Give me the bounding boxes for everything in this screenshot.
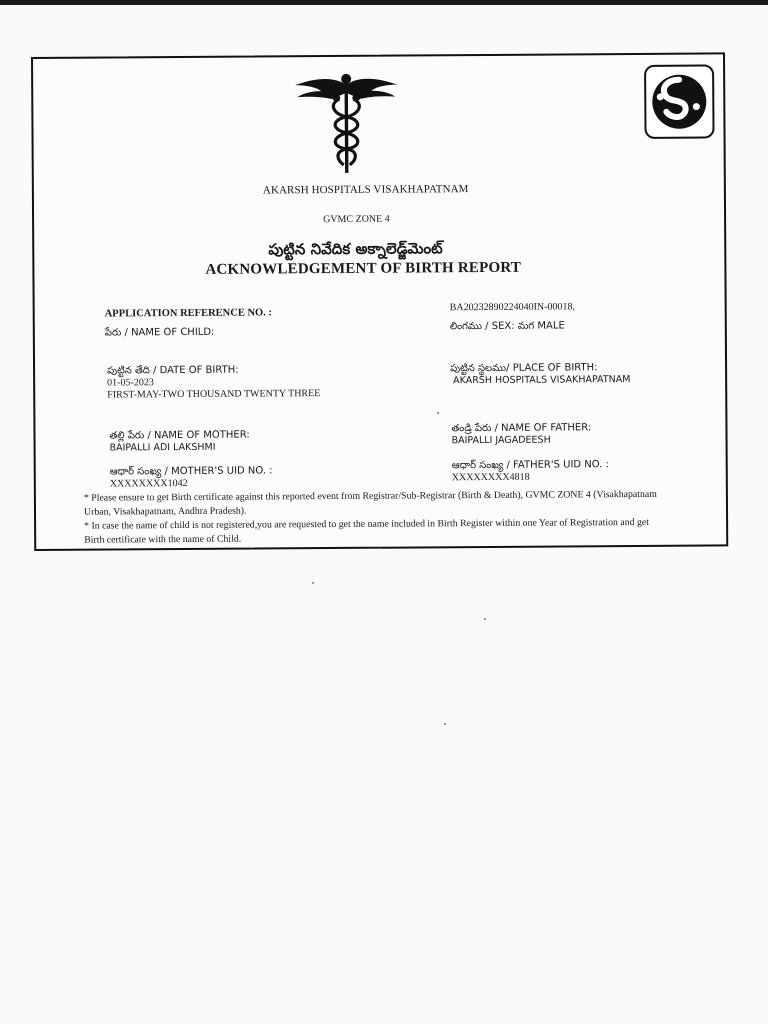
father-uid-value: XXXXXXXX4818 [451, 471, 530, 484]
application-reference-value: BA20232890224040IN-00018, [449, 301, 575, 314]
scan-top-edge [0, 0, 768, 5]
scan-speck [484, 618, 486, 620]
father-name-value: BAIPALLI JAGADEESH [451, 434, 551, 447]
note-name-registration: * In case the name of child is not registered,you are requested to get the name included in Birth Register within one Year of Registration and get Birth certificate with the name of Child. [84, 516, 649, 546]
note-registrar: * Please ensure to get Birth certificate against this reported event from Registrar/Sub-Registrar (Birth & Death), GVMC ZONE 4 (Visakhapatnam Urban, Visakhapatnam, Andhra Pradesh). [83, 488, 657, 518]
sex-field [450, 319, 565, 334]
sex-label: లింగము / SEX: [449, 320, 515, 333]
father-uid-label: ఆధార్ సంఖ్య / FATHER'S UID NO. : [451, 459, 609, 472]
mother-name-label: తల్లి పేరు / NAME OF MOTHER: [109, 429, 250, 442]
dob-label: పుట్టిన తేది / DATE OF BIRTH: [107, 364, 239, 377]
mother-uid-value: XXXXXXXX1042 [109, 477, 188, 490]
scan-speck [444, 723, 446, 725]
father-name-label: తండ్రి పేరు / NAME OF FATHER: [451, 422, 592, 435]
place-of-birth-label: పుట్టిన స్థలము/ PLACE OF BIRTH: [450, 362, 598, 375]
page-title: ACKNOWLEDGEMENT OF BIRTH REPORT [205, 259, 522, 278]
application-reference-label: APPLICATION REFERENCE NO. : [104, 307, 272, 320]
mother-uid-label: ఆధార్ సంఖ్య / MOTHER'S UID NO. : [109, 465, 273, 478]
caduceus-icon [291, 71, 402, 176]
dob-value: 01-05-2023 [107, 377, 154, 389]
child-name-label: పేరు / NAME OF CHILD: [104, 326, 215, 339]
scan-speck [312, 582, 314, 584]
scan-speck [437, 412, 439, 414]
title-telugu: పుట్టిన నివేదిక అక్నాలెడ్జ్‌మెంట్ [268, 239, 443, 259]
place-of-birth-value: AKARSH HOSPITALS VISAKHAPATNAM [453, 374, 631, 387]
sex-value: మగ MALE [517, 320, 565, 332]
zone-name: GVMC ZONE 4 [323, 213, 390, 226]
mother-name-value: BAIPALLI ADI LAKSHMI [109, 441, 216, 454]
dob-words: FIRST-MAY-TWO THOUSAND TWENTY THREE [107, 388, 321, 401]
circular-s-logo-icon [644, 64, 714, 138]
hospital-name: AKARSH HOSPITALS VISAKHAPATNAM [262, 183, 469, 197]
birth-acknowledgement-certificate [31, 52, 728, 551]
